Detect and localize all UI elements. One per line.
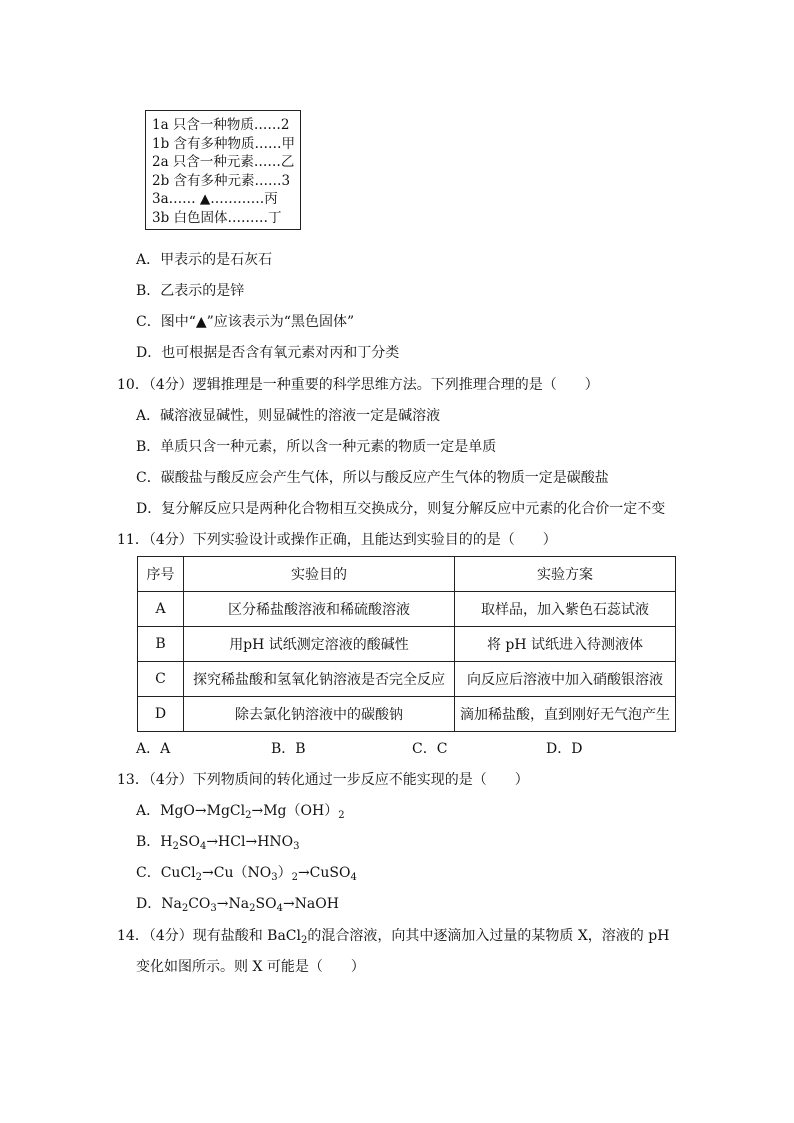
subscript: 2 — [195, 872, 203, 883]
q9-option-d: D．也可根据是否含有氧元素对丙和丁分类 — [136, 345, 400, 361]
q10-option-c: C．碳酸盐与酸反应会产生气体，所以与酸反应产生气体的物质一定是碳酸盐 — [136, 470, 609, 486]
cell-plan: 取样品，加入紫色石蕊试液 — [455, 592, 676, 627]
header-cell-purpose: 实验目的 — [184, 557, 455, 592]
q10-option-b: B．单质只含一种元素，所以含一种元素的物质一定是单质 — [136, 439, 497, 455]
q14-stem-line2: 变化如图所示。则 X 可能是（ ） — [136, 959, 365, 975]
cell-plan: 向反应后溶液中加入硝酸银溶液 — [455, 662, 676, 697]
cell-index: C — [138, 662, 184, 697]
subscript: 2 — [245, 810, 252, 821]
formula-text: D．Na — [136, 896, 182, 912]
table-row — [138, 697, 676, 732]
classification-key-box — [145, 110, 301, 230]
header-cell-index: 序号 — [138, 557, 184, 592]
key-line: 2b 含有多种元素……3 — [152, 172, 291, 189]
cell-index: A — [138, 592, 184, 627]
table-row — [138, 662, 676, 697]
key-line: 1b 含有多种物质……甲 — [152, 135, 296, 152]
stem-text: 14．（4分）现有盐酸和 BaCl — [117, 928, 301, 944]
key-line: 1a 只含一种物质……2 — [152, 117, 290, 133]
table-row — [138, 627, 676, 662]
subscript: 2 — [301, 935, 308, 946]
formula-text: →NaOH — [282, 896, 339, 912]
cell-purpose: 除去氯化钠溶液中的碳酸钠 — [184, 697, 455, 732]
formula-text: →Na — [216, 896, 250, 912]
subscript: 4 — [276, 903, 283, 914]
q11-answer-c: C．C — [412, 741, 448, 757]
experiment-table — [137, 556, 676, 732]
formula-text: A．MgO→MgCl — [136, 803, 246, 819]
key-line: 3b 白色固体………丁 — [152, 209, 282, 226]
cell-purpose: 区分稀盐酸溶液和稀硫酸溶液 — [184, 592, 455, 627]
q11-answer-d: D．D — [546, 741, 583, 757]
table-header-row — [138, 557, 676, 592]
q9-option-b: B．乙表示的是锌 — [136, 283, 245, 299]
subscript: 2 — [181, 903, 189, 914]
subscript: 4 — [350, 872, 357, 883]
q9-option-a: A．甲表示的是石灰石 — [136, 252, 273, 268]
formula-text: SO — [178, 834, 200, 850]
q13-option-a — [136, 800, 345, 820]
cell-index: D — [138, 697, 184, 732]
q11-answer-a: A．A — [136, 741, 171, 757]
formula-text: →Mg（OH） — [251, 803, 339, 819]
q10-stem: 10．（4分）逻辑推理是一种重要的科学思维方法。下列推理合理的是（ ） — [117, 377, 599, 393]
stem-text: 的混合溶液，向其中逐滴加入过量的某物质 X，溶液的 pH — [307, 928, 670, 944]
q13-stem: 13．（4分）下列物质间的转化通过一步反应不能实现的是（ ） — [117, 772, 529, 788]
cell-index: B — [138, 627, 184, 662]
formula-text: ） — [277, 865, 292, 881]
cell-plan: 滴加稀盐酸，直到刚好无气泡产生 — [455, 697, 676, 732]
formula-text: B．H — [136, 834, 173, 850]
subscript: 2 — [338, 810, 345, 821]
key-line: 3a…… ▲…………丙 — [152, 191, 278, 207]
subscript: 2 — [291, 872, 298, 883]
subscript: 3 — [271, 872, 278, 883]
q9-option-c: C．图中“▲”应该表示为“黑色固体” — [136, 314, 355, 330]
table-row — [138, 592, 676, 627]
key-line: 2a 只含一种元素……乙 — [152, 154, 295, 170]
q13-option-b — [136, 831, 300, 851]
subscript: 4 — [199, 841, 207, 852]
subscript: 3 — [293, 841, 300, 852]
q14-stem-line1 — [117, 925, 669, 945]
q13-option-c — [136, 862, 357, 882]
subscript: 3 — [210, 903, 217, 914]
formula-text: C．CuCl — [136, 865, 196, 881]
subscript: 2 — [249, 903, 256, 914]
formula-text: →HCl→HNO — [206, 834, 294, 850]
formula-text: SO — [255, 896, 277, 912]
q11-stem: 11．（4分）下列实验设计或操作正确，且能达到实验目的的是（ ） — [117, 532, 557, 548]
cell-purpose: 探究稀盐酸和氢氧化钠溶液是否完全反应 — [184, 662, 455, 697]
q10-option-a: A．碱溶液显碱性，则显碱性的溶液一定是碱溶液 — [136, 408, 441, 424]
subscript: 2 — [172, 841, 179, 852]
cell-plan: 将 pH 试纸进入待测液体 — [455, 627, 676, 662]
cell-purpose: 用pH 试纸测定溶液的酸碱性 — [184, 627, 455, 662]
formula-text: →Cu（NO — [202, 865, 272, 881]
formula-text: →CuSO — [297, 865, 351, 881]
formula-text: CO — [188, 896, 211, 912]
q11-answer-b: B．B — [271, 741, 306, 757]
header-cell-plan: 实验方案 — [455, 557, 676, 592]
q10-option-d: D．复分解反应只是两种化合物相互交换成分，则复分解反应中元素的化合价一定不变 — [136, 501, 666, 517]
q13-option-d — [136, 893, 339, 913]
